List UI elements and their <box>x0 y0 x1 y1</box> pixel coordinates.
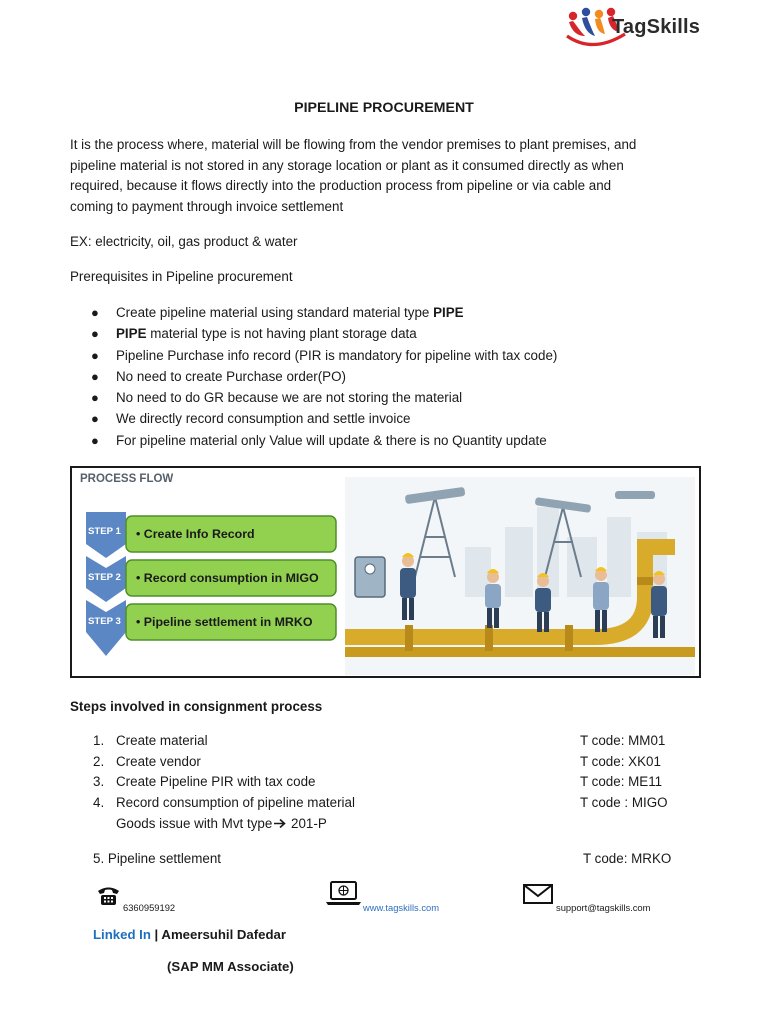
list-item <box>70 388 710 409</box>
list-item <box>70 324 710 345</box>
step-tcode: T code : MIGO <box>580 795 668 811</box>
settlement-step: 5. Pipeline settlement <box>93 851 222 866</box>
list-item <box>70 752 690 773</box>
page-title: PIPELINE PROCUREMENT <box>294 100 474 116</box>
list-item <box>70 793 690 814</box>
intro-paragraph <box>70 135 695 217</box>
steps-list <box>70 731 690 814</box>
separator: | <box>150 927 162 942</box>
linkedin-line <box>93 927 286 942</box>
step-2-label: STEP 2 <box>88 572 121 583</box>
list-item <box>70 772 690 793</box>
example-text: EX: electricity, oil, gas product & water <box>70 234 298 249</box>
bullet-icon: ● <box>91 368 99 384</box>
step-3-chevron <box>86 600 126 656</box>
step-tcode: T code: MM01 <box>580 733 666 748</box>
settlement-tcode: T code: MRKO <box>583 851 672 866</box>
step-1-text: • Create Info Record <box>136 527 255 541</box>
bullet-icon: ● <box>91 390 99 406</box>
list-item <box>70 346 710 367</box>
bullet-icon: ● <box>91 326 99 342</box>
list-item <box>70 367 710 388</box>
email-address[interactable]: support@tagskills.com <box>556 902 651 913</box>
step-number: 4. <box>93 795 105 811</box>
linkedin-link[interactable]: Linked In <box>93 927 151 942</box>
list-item <box>70 731 690 752</box>
item-text: material type is not having plant storage data <box>146 326 417 342</box>
pipeline-workers-illustration <box>345 477 695 675</box>
step-tcode: T code: XK01 <box>580 753 661 769</box>
item-text: No need to do GR because we are not storing the material <box>116 390 463 406</box>
website-link[interactable]: www.tagskills.com <box>363 902 440 913</box>
process-flow-figure <box>70 466 701 678</box>
list-item <box>70 431 710 452</box>
prerequisites-heading: Prerequisites in Pipeline procurement <box>70 269 293 284</box>
phone-icon <box>96 884 121 906</box>
process-flow-title: PROCESS FLOW <box>80 473 174 485</box>
steps-heading: Steps involved in consignment process <box>70 699 323 714</box>
step-1-label: STEP 1 <box>88 526 121 537</box>
step-label: Record consumption of pipeline material <box>116 795 355 811</box>
step-number: 2. <box>93 753 105 769</box>
author-name: Ameersuhil Dafedar <box>161 927 287 942</box>
laptop-icon <box>325 880 362 906</box>
goods-issue-text: Goods issue with Mvt type <box>116 816 273 831</box>
step-label: Create Pipeline PIR with tax code <box>116 774 316 790</box>
brand-name: TagSkills <box>612 16 701 38</box>
intro-line: coming to payment through invoice settlement <box>70 198 344 214</box>
intro-line: required, because it flows directly into the production process from pipeline or via cable and <box>70 178 612 193</box>
step-number: 3. <box>93 774 105 790</box>
item-text: Create pipeline material using standard material type <box>116 305 434 320</box>
item-text: Pipeline Purchase info record (PIR is mandatory for pipeline with tax code) <box>116 347 558 363</box>
prerequisites-list <box>70 303 710 452</box>
bullet-icon: ● <box>91 432 99 448</box>
intro-line: pipeline material is not stored in any storage location or plant as it consumed directly as when <box>70 157 624 173</box>
movement-type: 201-P <box>287 816 327 831</box>
goods-issue-line <box>116 814 327 835</box>
phone-number: 6360959192 <box>123 902 176 913</box>
step-label: Create material <box>116 733 208 748</box>
item-text: For pipeline material only Value will update & there is no Quantity update <box>116 432 547 448</box>
bullet-icon: ● <box>91 411 99 427</box>
mail-icon <box>523 884 553 904</box>
step-tcode: T code: ME11 <box>580 774 663 790</box>
step-number: 1. <box>93 733 105 748</box>
list-item <box>70 303 710 324</box>
step-label: Create vendor <box>116 753 201 769</box>
arrow-right-icon <box>273 818 287 829</box>
step-3-text: • Pipeline settlement in MRKO <box>136 615 313 629</box>
process-flow-steps <box>80 506 348 668</box>
list-item <box>70 409 710 430</box>
step-3-label: STEP 3 <box>88 616 121 627</box>
author-role: (SAP MM Associate) <box>167 959 294 974</box>
item-text: We directly record consumption and settle invoice <box>116 411 411 427</box>
intro-line: It is the process where, material will be flowing from the vendor premises to plant premises, and <box>70 137 637 152</box>
item-text: No need to create Purchase order(PO) <box>116 368 346 384</box>
item-bold-text: PIPE <box>433 305 464 320</box>
step-2-text: • Record consumption in MIGO <box>136 571 319 585</box>
item-bold-text: PIPE <box>116 326 147 342</box>
bullet-icon: ● <box>91 305 99 320</box>
bullet-icon: ● <box>91 347 99 363</box>
